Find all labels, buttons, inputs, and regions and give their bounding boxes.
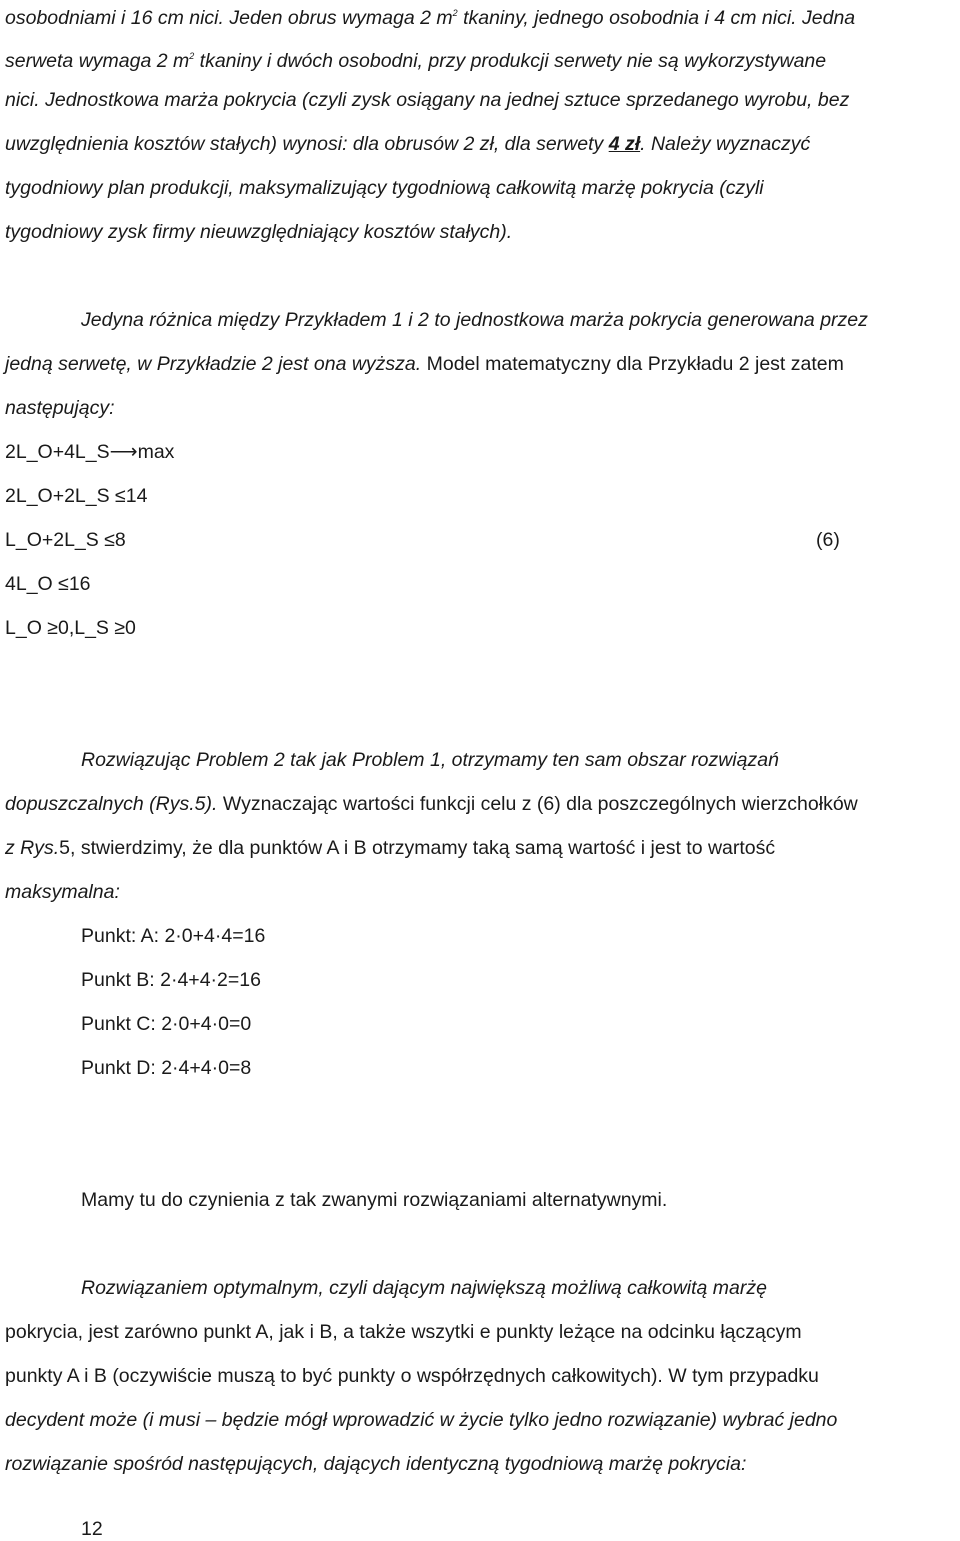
point-evaluation: Punkt D: 2·4+4·0=8	[81, 1057, 252, 1079]
text-line: rozwiązanie spośród następujących, dających identyczną tygodniową marżę pokrycia:	[5, 1453, 747, 1475]
text-line: tygodniowy zysk firmy nieuwzględniający kosztów stałych).	[5, 221, 513, 243]
text-line: następujący:	[5, 397, 115, 419]
text-line: osobodniami i 16 cm nici. Jeden obrus wymaga 2 $m^2$ tkaniny, jednego osobodnia i 4 cm nici. Jedna	[5, 7, 856, 29]
page-number: 12	[81, 1518, 103, 1540]
text-line: Jedyna różnica między Przykładem 1 i 2 to jednostkowa marża pokrycia generowana przez	[81, 309, 868, 331]
text-line: z Rys.5, stwierdzimy, że dla punktów A i B otrzymamy taką samą wartość i jest to wartość	[5, 837, 776, 859]
text-line: uwzględnienia kosztów stałych) wynosi: dla obrusów 2 zł, dla serwety 4 zł. Należy wyznaczyć	[5, 133, 811, 155]
constraint: L_O+2L_S ≤8	[5, 529, 126, 551]
text-line: dopuszczalnych (Rys.5). Wyznaczając wartości funkcji celu z (6) dla poszczególnych wierzchołków	[5, 793, 858, 815]
point-evaluation: Punkt C: 2·0+4·0=0	[81, 1013, 252, 1035]
equation-number: (6)	[816, 529, 840, 551]
text-line: nici. Jednostkowa marża pokrycia (czyli zysk osiągany na jednej sztuce sprzedanego wyrobu, bez	[5, 89, 850, 111]
text-line: pokrycia, jest zarówno punkt A, jak i B, a także wszytki e punkty leżące na odcinku łączącym	[5, 1321, 802, 1343]
constraint: 4L_O ≤16	[5, 573, 91, 595]
text-line: decydent może (i musi – będzie mógł wprowadzić w życie tylko jedno rozwiązanie) wybrać jedno	[5, 1409, 838, 1431]
text-line: serweta wymaga 2 $m^2$ tkaniny i dwóch osobodni, przy produkcji serwety nie są wykorzystywane	[5, 50, 827, 72]
constraint: L_O ≥0,L_S ≥0	[5, 617, 136, 639]
text-line: Rozwiązując Problem 2 tak jak Problem 1, otrzymamy ten sam obszar rozwiązań	[81, 749, 779, 771]
constraint: 2L_O+2L_S ≤14	[5, 485, 148, 507]
point-evaluation: Punkt B: 2·4+4·2=16	[81, 969, 261, 991]
text-line: maksymalna:	[5, 881, 120, 903]
point-evaluation: Punkt: A: 2·0+4·4=16	[81, 925, 266, 947]
text-line: Mamy tu do czynienia z tak zwanymi rozwiązaniami alternatywnymi.	[81, 1189, 668, 1211]
text-line: jedną serwetę, w Przykładzie 2 jest ona wyższa. Model matematyczny dla Przykładu 2 jest zatem	[5, 353, 844, 375]
objective-function: 2L_O+4L_S⟶max	[5, 441, 175, 463]
text-line: punkty A i B (oczywiście muszą to być punkty o współrzędnych całkowitych). W tym przypadku	[5, 1365, 819, 1387]
text-line: tygodniowy plan produkcji, maksymalizujący tygodniową całkowitą marżę pokrycia (czyli	[5, 177, 764, 199]
text-line: Rozwiązaniem optymalnym, czyli dającym największą możliwą całkowitą marżę	[81, 1277, 767, 1299]
